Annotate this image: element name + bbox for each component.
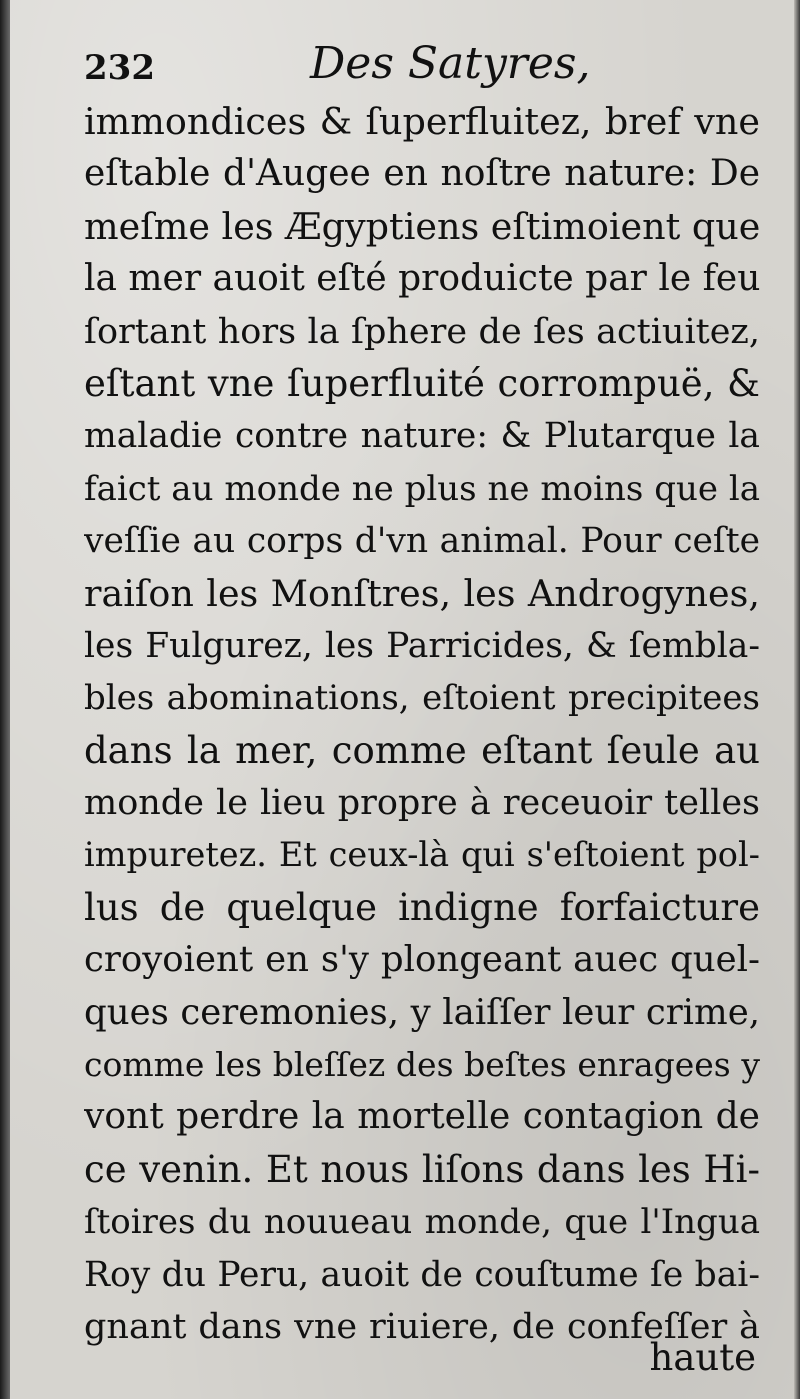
- text-line: ſortant hors la ſphere de ſes actiuitez,: [84, 311, 760, 352]
- text-line: ce venin. Et nous liſons dans les Hi-: [84, 1147, 760, 1191]
- text-line: eſtable d'Augee en noſtre nature: De: [84, 153, 760, 195]
- text-line: gnant dans vne riuiere, de confeſſer à: [84, 1306, 760, 1347]
- page-edge-left: [0, 0, 10, 1399]
- text-line: veſſie au corps d'vn animal. Pour ceſte: [84, 521, 760, 562]
- catchword: haute: [649, 1336, 756, 1379]
- text-line: lus de quelque indigne forfaicture: [84, 885, 760, 929]
- page-number: 232: [84, 48, 155, 88]
- text-line: meſme les Ægyptiens eſtimoient que: [84, 204, 760, 248]
- text-line: faict au monde ne plus ne moins que la: [84, 468, 760, 509]
- text-line: raiſon les Monſtres, les Androgynes,: [84, 571, 760, 615]
- text-line: bles abominations, eſtoient precipitees: [84, 678, 760, 719]
- page-header: [84, 30, 764, 100]
- running-head: Des Satyres,: [310, 38, 591, 89]
- text-line: monde le lieu propre à receuoir telles: [84, 783, 760, 824]
- text-line: dans la mer, comme eſtant ſeule au: [84, 728, 760, 772]
- text-line: ques ceremonies, y laiſſer leur crime,: [84, 991, 760, 1033]
- text-line: ſtoires du nouueau monde, que l'Ingua: [84, 1202, 760, 1243]
- text-line: les Fulgurez, les Parricides, & ſembla-: [84, 625, 760, 666]
- page-edge-right: [794, 0, 800, 1399]
- text-line: impuretez. Et ceux-là qui s'eſtoient pol-: [84, 835, 760, 875]
- text-line: maladie contre nature: & Plutarque la: [84, 416, 760, 457]
- text-line: eſtant vne ſuperfluité corrompuë, &: [84, 361, 760, 405]
- text-line: Roy du Peru, auoit de couſtume ſe bai-: [84, 1254, 760, 1295]
- body-text: [84, 96, 760, 1353]
- text-line: croyoient en s'y plongeant auec quel-: [84, 939, 760, 981]
- text-line: la mer auoit eſté produicte par le feu: [84, 258, 760, 300]
- text-line: vont perdre la mortelle contagion de: [84, 1096, 760, 1138]
- text-line: comme les bleſſez des beſtes enragees y: [84, 1045, 760, 1085]
- text-line: immondices & ſuperfluitez, bref vne: [84, 100, 760, 143]
